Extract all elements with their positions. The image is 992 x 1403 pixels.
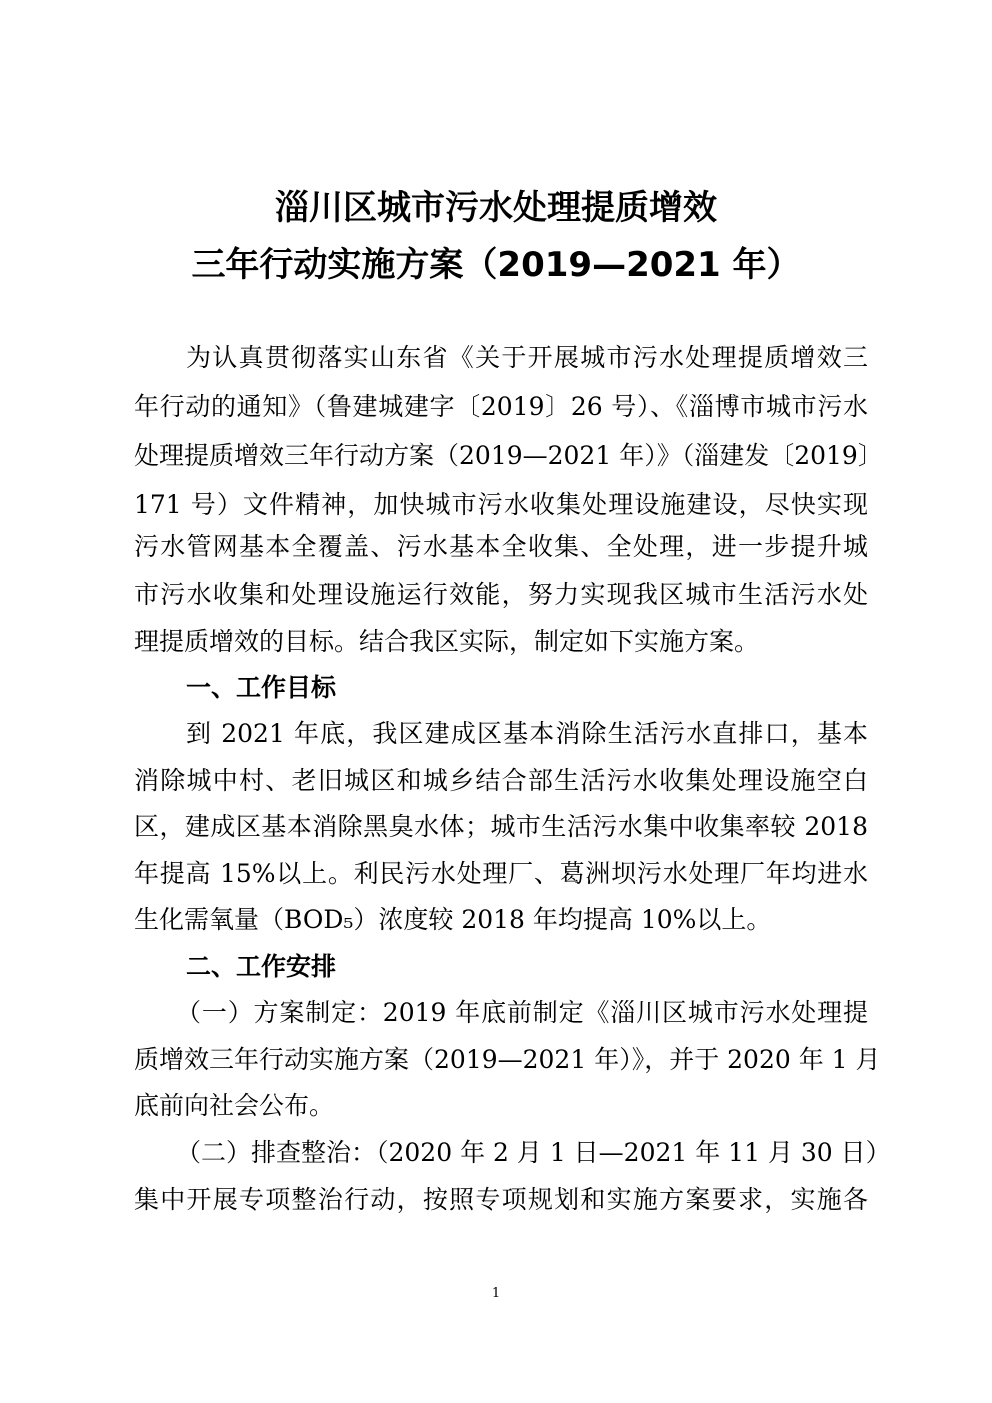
section-heading-work-goals: 一、工作目标 [186, 673, 337, 702]
section1-line-2: 消除城中村、老旧城区和城乡结合部生活污水收集处理设施空白 [134, 766, 868, 795]
intro-line-1: 为认真贯彻落实山东省《关于开展城市污水处理提质增效三 [186, 343, 868, 372]
intro-line-3: 处理提质增效三年行动方案（2019—2021 年）》（淄建发〔2019〕 [134, 441, 883, 470]
intro-line-2: 年行动的通知》（鲁建城建字〔2019〕26 号）、《淄博市城市污水 [134, 392, 868, 421]
intro-line-4: 171 号）文件精神，加快城市污水收集处理设施建设，尽快实现 [134, 490, 868, 519]
document-title-line-1: 淄川区城市污水处理提质增效 [275, 188, 717, 228]
intro-line-7: 理提质增效的目标。结合我区实际，制定如下实施方案。 [134, 627, 760, 656]
section1-line-3: 区，建成区基本消除黑臭水体；城市生活污水集中收集率较 2018 [134, 812, 868, 841]
intro-line-6: 市污水收集和处理设施运行效能，努力实现我区城市生活污水处 [134, 580, 868, 609]
section1-line-1: 到 2021 年底，我区建成区基本消除生活污水直排口，基本 [186, 719, 868, 748]
item2-line-2: 集中开展专项整治行动，按照专项规划和实施方案要求，实施各 [134, 1185, 868, 1214]
section-heading-work-arrangement: 二、工作安排 [186, 952, 337, 981]
item1-line-1: （一）方案制定：2019 年底前制定《淄川区城市污水处理提 [176, 998, 868, 1027]
item1-line-2: 质增效三年行动实施方案（2019—2021 年）》，并于 2020 年 1 月 [134, 1045, 881, 1074]
intro-line-5: 污水管网基本全覆盖、污水基本全收集、全处理，进一步提升城 [134, 532, 868, 561]
page-number: 1 [491, 1286, 501, 1301]
item1-line-3: 底前向社会公布。 [134, 1091, 335, 1120]
section1-line-5: 生化需氧量（BOD₅）浓度较 2018 年均提高 10%以上。 [134, 905, 772, 934]
item2-line-1: （二）排查整治：（2020 年 2 月 1 日—2021 年 11 月 30 日） [176, 1138, 891, 1167]
section1-line-4: 年提高 15%以上。利民污水处理厂、葛洲坝污水处理厂年均进水 [134, 859, 868, 888]
document-title-line-2: 三年行动实施方案（2019—2021 年） [191, 245, 801, 285]
